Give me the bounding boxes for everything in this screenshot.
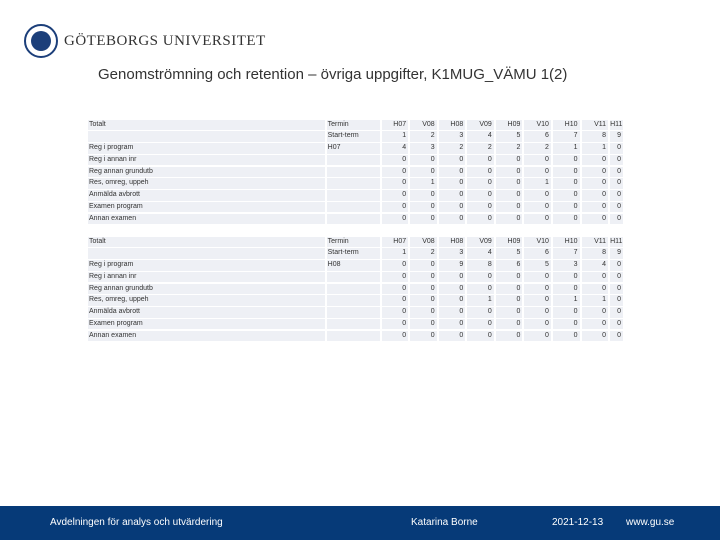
value-cell: H08 [439, 237, 466, 248]
row-label: Reg annan grundutb [88, 284, 325, 295]
value-cell: 0 [610, 190, 623, 201]
value-cell: 0 [610, 331, 623, 342]
table-row [88, 295, 623, 307]
table-row [88, 307, 623, 319]
value-cell: 0 [553, 202, 580, 213]
value-cell: 0 [553, 178, 580, 189]
row-label: Reg annan grundutb [88, 167, 325, 178]
value-cell: H11 [610, 120, 623, 131]
value-cell: 0 [382, 202, 409, 213]
value-cell: 5 [496, 131, 523, 142]
value-cell: 0 [496, 190, 523, 201]
value-cell: V10 [524, 120, 551, 131]
table-row [88, 283, 623, 295]
value-cell: 1 [467, 295, 494, 306]
value-cell: 0 [496, 214, 523, 225]
value-cell: 0 [467, 214, 494, 225]
row-label: Reg i program [88, 260, 325, 271]
term-cell [327, 190, 380, 201]
value-cell: 0 [382, 260, 409, 271]
value-cell: V09 [467, 237, 494, 248]
value-cell: 0 [496, 295, 523, 306]
value-cell: 0 [553, 155, 580, 166]
table-row [88, 131, 623, 143]
term-cell [327, 331, 380, 342]
value-cell: 0 [467, 284, 494, 295]
table-row [88, 213, 623, 225]
value-cell: 0 [410, 307, 437, 318]
value-cell: 2 [467, 143, 494, 154]
value-cell: 0 [496, 202, 523, 213]
slide-title: Genomströmning och retention – övriga uppgifter, K1MUG_VÄMU 1(2) [98, 66, 568, 83]
value-cell: 0 [439, 295, 466, 306]
value-cell: 4 [467, 131, 494, 142]
value-cell: 1 [553, 143, 580, 154]
value-cell: 3 [439, 131, 466, 142]
value-cell: 7 [553, 131, 580, 142]
value-cell: 0 [410, 319, 437, 330]
footer-date: 2021-12-13 [552, 517, 604, 528]
value-cell: 0 [610, 167, 623, 178]
value-cell: 0 [382, 319, 409, 330]
table-row [88, 260, 623, 272]
row-label: Annan examen [88, 331, 325, 342]
value-cell: H10 [553, 237, 580, 248]
value-cell: 0 [439, 178, 466, 189]
value-cell: 0 [439, 214, 466, 225]
row-label: Anmälda avbrott [88, 307, 325, 318]
value-cell: H10 [553, 120, 580, 131]
row-label [88, 248, 325, 259]
value-cell: 2 [439, 143, 466, 154]
university-logo [24, 24, 266, 58]
value-cell: 8 [582, 248, 609, 259]
value-cell: H08 [439, 120, 466, 131]
row-label: Reg i program [88, 143, 325, 154]
value-cell: 0 [582, 284, 609, 295]
value-cell: 0 [382, 295, 409, 306]
value-cell: 1 [524, 178, 551, 189]
value-cell: 0 [610, 214, 623, 225]
value-cell: 0 [582, 331, 609, 342]
row-label: Reg i annan inr [88, 272, 325, 283]
value-cell: V10 [524, 237, 551, 248]
value-cell: 0 [524, 155, 551, 166]
value-cell: 0 [410, 284, 437, 295]
value-cell: H09 [496, 237, 523, 248]
value-cell: 0 [610, 260, 623, 271]
term-cell: Termin [327, 237, 380, 248]
value-cell: 0 [524, 190, 551, 201]
value-cell: 0 [410, 190, 437, 201]
value-cell: 0 [582, 319, 609, 330]
value-cell: 1 [553, 295, 580, 306]
value-cell: 0 [467, 319, 494, 330]
value-cell: 0 [382, 214, 409, 225]
table-row [88, 154, 623, 166]
value-cell: 1 [410, 178, 437, 189]
value-cell: 0 [382, 178, 409, 189]
university-name: GÖTEBORGS UNIVERSITET [64, 32, 266, 49]
value-cell: 0 [610, 272, 623, 283]
value-cell: 0 [410, 295, 437, 306]
value-cell: 0 [582, 202, 609, 213]
value-cell: 0 [382, 190, 409, 201]
table-row [88, 318, 623, 330]
value-cell: 1 [582, 295, 609, 306]
value-cell: 1 [382, 248, 409, 259]
value-cell: 0 [467, 155, 494, 166]
term-cell [327, 167, 380, 178]
value-cell: 0 [439, 272, 466, 283]
value-cell: 0 [553, 167, 580, 178]
value-cell: H11 [610, 237, 623, 248]
value-cell: 5 [524, 260, 551, 271]
value-cell: 0 [410, 331, 437, 342]
value-cell: 0 [496, 319, 523, 330]
value-cell: 4 [382, 143, 409, 154]
term-cell: H08 [327, 260, 380, 271]
term-cell [327, 178, 380, 189]
row-label: Totalt [88, 237, 325, 248]
value-cell: 0 [439, 202, 466, 213]
footer-url[interactable]: www.gu.se [626, 517, 675, 528]
value-cell: 3 [553, 260, 580, 271]
value-cell: 0 [524, 167, 551, 178]
value-cell: 0 [582, 214, 609, 225]
value-cell: 2 [496, 143, 523, 154]
value-cell: 0 [582, 178, 609, 189]
term-cell: Termin [327, 120, 380, 131]
value-cell: 0 [467, 167, 494, 178]
row-label: Annan examen [88, 214, 325, 225]
retention-table-h08 [88, 236, 623, 342]
value-cell: 6 [524, 248, 551, 259]
value-cell: 5 [496, 248, 523, 259]
value-cell: 0 [496, 155, 523, 166]
value-cell: 0 [410, 167, 437, 178]
value-cell: 8 [467, 260, 494, 271]
value-cell: 6 [496, 260, 523, 271]
value-cell: 0 [410, 155, 437, 166]
value-cell: 0 [410, 272, 437, 283]
value-cell: 0 [467, 331, 494, 342]
value-cell: 0 [467, 202, 494, 213]
footer-bar [0, 506, 720, 540]
row-label: Examen program [88, 202, 325, 213]
value-cell: 7 [553, 248, 580, 259]
value-cell: 0 [496, 284, 523, 295]
row-label: Anmälda avbrott [88, 190, 325, 201]
value-cell: 0 [439, 319, 466, 330]
value-cell: 0 [524, 331, 551, 342]
table-row [88, 248, 623, 260]
value-cell: 2 [524, 143, 551, 154]
row-label: Res, omreg, uppeh [88, 178, 325, 189]
value-cell: 9 [439, 260, 466, 271]
value-cell: 0 [410, 260, 437, 271]
value-cell: 2 [410, 248, 437, 259]
value-cell: H07 [382, 237, 409, 248]
value-cell: 0 [553, 331, 580, 342]
value-cell: 6 [524, 131, 551, 142]
value-cell: H09 [496, 120, 523, 131]
value-cell: 0 [439, 307, 466, 318]
table-row [88, 236, 623, 248]
row-label: Reg i annan inr [88, 155, 325, 166]
table-row [88, 178, 623, 190]
value-cell: 0 [439, 167, 466, 178]
value-cell: V11 [582, 237, 609, 248]
value-cell: 0 [496, 178, 523, 189]
value-cell: V09 [467, 120, 494, 131]
term-cell [327, 295, 380, 306]
table-row [88, 271, 623, 283]
table-row [88, 330, 623, 342]
term-cell [327, 272, 380, 283]
value-cell: 0 [496, 272, 523, 283]
value-cell: 0 [553, 190, 580, 201]
value-cell: 0 [610, 178, 623, 189]
value-cell: 0 [610, 284, 623, 295]
value-cell: 0 [553, 319, 580, 330]
value-cell: 0 [610, 155, 623, 166]
value-cell: 0 [467, 307, 494, 318]
value-cell: 0 [467, 178, 494, 189]
term-cell: H07 [327, 143, 380, 154]
value-cell: 0 [439, 190, 466, 201]
value-cell: 0 [553, 272, 580, 283]
term-cell [327, 307, 380, 318]
value-cell: V08 [410, 237, 437, 248]
value-cell: V11 [582, 120, 609, 131]
value-cell: 0 [610, 295, 623, 306]
value-cell: 0 [553, 284, 580, 295]
value-cell: 3 [410, 143, 437, 154]
term-cell [327, 214, 380, 225]
value-cell: 0 [524, 202, 551, 213]
term-cell [327, 202, 380, 213]
table-row [88, 143, 623, 155]
value-cell: 0 [439, 284, 466, 295]
value-cell: 0 [553, 214, 580, 225]
row-label [88, 131, 325, 142]
value-cell: 9 [610, 248, 623, 259]
value-cell: 0 [524, 319, 551, 330]
value-cell: 0 [610, 202, 623, 213]
term-cell [327, 319, 380, 330]
table-row [88, 166, 623, 178]
value-cell: 0 [610, 143, 623, 154]
value-cell: 2 [410, 131, 437, 142]
term-cell: Start-term [327, 248, 380, 259]
row-label: Examen program [88, 319, 325, 330]
term-cell [327, 155, 380, 166]
value-cell: 0 [610, 319, 623, 330]
value-cell: 0 [382, 307, 409, 318]
value-cell: 9 [610, 131, 623, 142]
table-row [88, 119, 623, 131]
value-cell: 3 [439, 248, 466, 259]
retention-table-h07 [88, 119, 623, 225]
value-cell: 0 [382, 272, 409, 283]
footer-author: Katarina Borne [411, 517, 478, 528]
value-cell: 0 [582, 190, 609, 201]
value-cell: 0 [582, 307, 609, 318]
value-cell: 0 [382, 155, 409, 166]
value-cell: 0 [496, 331, 523, 342]
value-cell: H07 [382, 120, 409, 131]
value-cell: 8 [582, 131, 609, 142]
term-cell: Start-term [327, 131, 380, 142]
value-cell: 0 [553, 307, 580, 318]
value-cell: 0 [467, 190, 494, 201]
value-cell: 0 [410, 214, 437, 225]
value-cell: 1 [582, 143, 609, 154]
value-cell: 0 [382, 284, 409, 295]
value-cell: 0 [382, 331, 409, 342]
value-cell: 4 [582, 260, 609, 271]
value-cell: 0 [524, 295, 551, 306]
value-cell: 0 [582, 272, 609, 283]
value-cell: 0 [524, 214, 551, 225]
value-cell: 0 [467, 272, 494, 283]
value-cell: 0 [439, 155, 466, 166]
value-cell: 1 [382, 131, 409, 142]
table-row [88, 201, 623, 213]
table-row [88, 190, 623, 202]
value-cell: 0 [582, 167, 609, 178]
value-cell: 0 [382, 167, 409, 178]
university-seal-icon [24, 24, 58, 58]
footer-department: Avdelningen för analys och utvärdering [50, 517, 223, 528]
value-cell: 0 [524, 272, 551, 283]
value-cell: 0 [582, 155, 609, 166]
row-label: Res, omreg, uppeh [88, 295, 325, 306]
term-cell [327, 284, 380, 295]
value-cell: V08 [410, 120, 437, 131]
row-label: Totalt [88, 120, 325, 131]
value-cell: 0 [524, 307, 551, 318]
value-cell: 0 [496, 167, 523, 178]
value-cell: 0 [439, 331, 466, 342]
value-cell: 0 [410, 202, 437, 213]
value-cell: 0 [496, 307, 523, 318]
value-cell: 0 [524, 284, 551, 295]
value-cell: 4 [467, 248, 494, 259]
value-cell: 0 [610, 307, 623, 318]
